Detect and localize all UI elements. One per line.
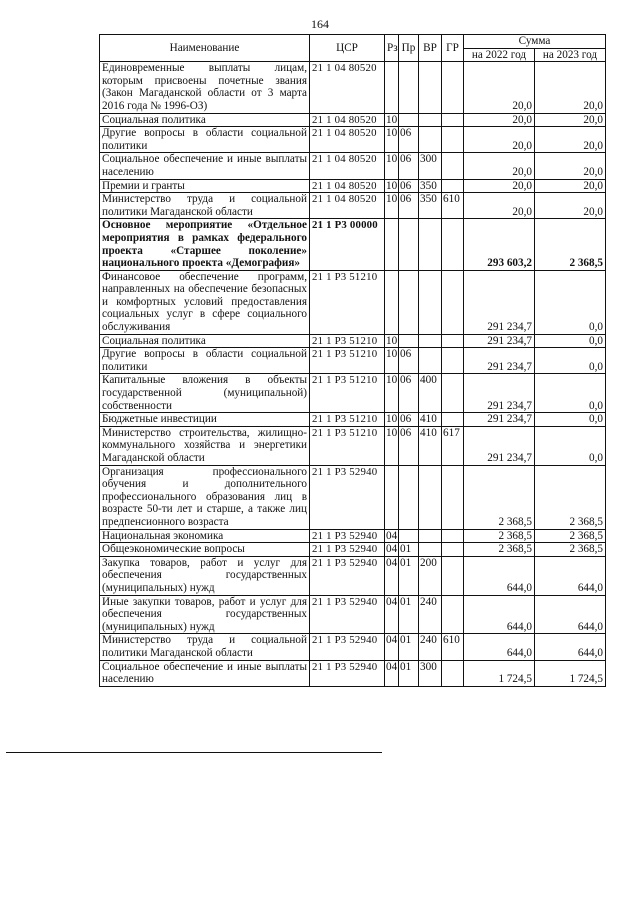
- csr-cell: 21 1 Р3 52940: [310, 556, 385, 595]
- pr-cell: 06: [399, 374, 419, 413]
- gr-cell: [442, 413, 464, 427]
- vr-cell: [419, 113, 442, 127]
- csr-cell: 21 1 Р3 00000: [310, 219, 385, 270]
- table-row: [100, 595, 606, 634]
- sum-2022-cell: 291 234,7: [464, 334, 535, 348]
- table-row: [100, 374, 606, 413]
- vr-cell: [419, 465, 442, 529]
- gr-cell: 610: [442, 634, 464, 660]
- pr-cell: 06: [399, 348, 419, 374]
- gr-cell: [442, 465, 464, 529]
- name-cell: Министерство строительства, жилищно-коммунального хозяйства и энергетики Магаданской области: [100, 426, 310, 465]
- gr-cell: 610: [442, 193, 464, 219]
- sum-2023-cell: 0,0: [535, 374, 606, 413]
- rz-cell: [385, 465, 399, 529]
- gr-cell: [442, 179, 464, 193]
- header-csr: ЦСР: [310, 35, 385, 62]
- vr-cell: 200: [419, 556, 442, 595]
- gr-cell: [442, 595, 464, 634]
- gr-cell: [442, 153, 464, 179]
- name-cell: Иные закупки товаров, работ и услуг для обеспечения государственных (муниципальных) нужд: [100, 595, 310, 634]
- pr-cell: 01: [399, 556, 419, 595]
- rz-cell: 10: [385, 374, 399, 413]
- sum-2022-cell: 20,0: [464, 193, 535, 219]
- sum-2022-cell: 291 234,7: [464, 270, 535, 334]
- header-vr: ВР: [419, 35, 442, 62]
- gr-cell: [442, 334, 464, 348]
- sum-2022-cell: 291 234,7: [464, 348, 535, 374]
- csr-cell: 21 1 04 80520: [310, 62, 385, 113]
- sum-2022-cell: 2 368,5: [464, 465, 535, 529]
- sum-2023-cell: 0,0: [535, 413, 606, 427]
- vr-cell: [419, 543, 442, 557]
- header-year-2022: на 2022 год: [464, 48, 535, 62]
- name-cell: Организация профессионального обучения и дополнительного профессионального образования лиц в возрасте 50-ти лет и старше, а также лиц предпенсионного возраста: [100, 465, 310, 529]
- name-cell: Премии и гранты: [100, 179, 310, 193]
- csr-cell: 21 1 Р3 52940: [310, 595, 385, 634]
- rz-cell: 04: [386, 543, 398, 556]
- pr-cell: [399, 270, 419, 334]
- csr-cell: 21 1 Р3 51210: [310, 413, 385, 427]
- gr-cell: [442, 543, 464, 557]
- csr-cell: 21 1 Р3 52940: [310, 543, 385, 557]
- pr-cell: 06: [399, 426, 419, 465]
- rz-cell: 10: [386, 413, 398, 426]
- table-row: [100, 219, 606, 270]
- gr-cell: [442, 219, 464, 270]
- csr-cell: 21 1 Р3 51210: [310, 374, 385, 413]
- table-row: [100, 634, 606, 660]
- vr-cell: 300: [419, 660, 442, 686]
- gr-cell: [442, 529, 464, 543]
- vr-cell: 350: [419, 179, 442, 193]
- sum-2022-cell: 644,0: [464, 556, 535, 595]
- gr-cell: [442, 62, 464, 113]
- csr-cell: 21 1 Р3 51210: [310, 334, 385, 348]
- gr-cell: [442, 113, 464, 127]
- name-cell: Закупка товаров, работ и услуг для обеспечения государственных (муниципальных) нужд: [100, 556, 310, 595]
- rz-cell: 10: [386, 334, 398, 347]
- sum-2022-cell: 20,0: [464, 153, 535, 179]
- gr-cell: [442, 374, 464, 413]
- pr-cell: 01: [399, 634, 419, 660]
- header-pr: Пр: [399, 35, 419, 62]
- vr-cell: 300: [419, 153, 442, 179]
- sum-2023-cell: 2 368,5: [535, 529, 606, 543]
- rz-cell: 04: [385, 595, 399, 634]
- csr-cell: 21 1 Р3 52940: [310, 634, 385, 660]
- rz-cell: 10: [385, 127, 399, 153]
- csr-cell: 21 1 04 80520: [310, 113, 385, 127]
- budget-table: [99, 34, 606, 687]
- vr-cell: [419, 127, 442, 153]
- table-row: [100, 413, 606, 427]
- gr-cell: 617: [442, 426, 464, 465]
- table-row: [100, 62, 606, 113]
- sum-2023-cell: 0,0: [535, 426, 606, 465]
- pr-cell: 06: [399, 153, 419, 179]
- table-row: [100, 465, 606, 529]
- sum-2023-cell: 2 368,5: [535, 465, 606, 529]
- budget-table-container: [99, 34, 605, 687]
- header-gr: ГР: [442, 35, 464, 62]
- pr-cell: 01: [399, 660, 419, 686]
- pr-cell: [399, 465, 419, 529]
- gr-cell: [442, 127, 464, 153]
- sum-2023-cell: 20,0: [535, 193, 606, 219]
- vr-cell: 350: [419, 193, 442, 219]
- sum-2022-cell: 2 368,5: [464, 543, 535, 557]
- sum-2023-cell: 1 724,5: [535, 660, 606, 686]
- name-cell: Общеэкономические вопросы: [100, 543, 310, 557]
- gr-cell: [442, 660, 464, 686]
- csr-cell: 21 1 04 80520: [310, 193, 385, 219]
- csr-cell: 21 1 04 80520: [310, 153, 385, 179]
- csr-cell: 21 1 Р3 52940: [310, 465, 385, 529]
- table-row: [100, 270, 606, 334]
- sum-2023-cell: 644,0: [535, 595, 606, 634]
- pr-cell: 06: [399, 179, 419, 193]
- name-cell: Социальная политика: [100, 334, 310, 348]
- sum-2023-cell: 20,0: [535, 127, 606, 153]
- sum-2022-cell: 293 603,2: [464, 219, 535, 270]
- gr-cell: [442, 348, 464, 374]
- vr-cell: 240: [419, 595, 442, 634]
- csr-cell: 21 1 Р3 52940: [310, 529, 385, 543]
- csr-cell: 21 1 04 80520: [310, 179, 385, 193]
- header-name: Наименование: [100, 35, 310, 62]
- pr-cell: [399, 219, 419, 270]
- header-sum: Сумма: [464, 35, 606, 49]
- rz-cell: 04: [385, 556, 399, 595]
- name-cell: Другие вопросы в области социальной политики: [100, 348, 310, 374]
- vr-cell: 400: [419, 374, 442, 413]
- sum-2022-cell: 2 368,5: [464, 529, 535, 543]
- table-row: [100, 179, 606, 193]
- vr-cell: 240: [419, 634, 442, 660]
- rz-cell: [385, 219, 399, 270]
- vr-cell: [419, 348, 442, 374]
- header-rz: Рз: [385, 35, 399, 62]
- name-cell: Социальное обеспечение и иные выплаты населению: [100, 660, 310, 686]
- sum-2023-cell: 644,0: [535, 634, 606, 660]
- pr-cell: [399, 62, 419, 113]
- vr-cell: [419, 270, 442, 334]
- pr-cell: 01: [399, 595, 419, 634]
- sum-2023-cell: 2 368,5: [535, 219, 606, 270]
- sum-2023-cell: 2 368,5: [535, 543, 606, 557]
- sum-2023-cell: 20,0: [535, 153, 606, 179]
- sum-2022-cell: 20,0: [464, 179, 535, 193]
- name-cell: Бюджетные инвестиции: [100, 413, 310, 427]
- rz-cell: 10: [385, 348, 399, 374]
- pr-cell: [399, 334, 419, 348]
- rz-cell: 10: [385, 153, 399, 179]
- sum-2022-cell: 20,0: [464, 113, 535, 127]
- footnote-separator: [6, 752, 382, 753]
- vr-cell: 410: [419, 426, 442, 465]
- name-cell: Министерство труда и социальной политики Магаданской области: [100, 193, 310, 219]
- pr-cell: [399, 113, 419, 127]
- vr-cell: [419, 529, 442, 543]
- name-cell: Финансовое обеспечение программ, направленных на обеспечение безопасных и комфортных условий предоставления социальных услуг в сфере социального обслуживания: [100, 270, 310, 334]
- rz-cell: 10: [385, 193, 399, 219]
- sum-2023-cell: 20,0: [535, 113, 606, 127]
- header-year-2023: на 2023 год: [535, 48, 606, 62]
- table-row: [100, 529, 606, 543]
- table-row: [100, 543, 606, 557]
- pr-cell: [399, 529, 419, 543]
- sum-2022-cell: 20,0: [464, 127, 535, 153]
- pr-cell: 06: [399, 413, 419, 427]
- csr-cell: 21 1 Р3 52940: [310, 660, 385, 686]
- pr-cell: 01: [399, 543, 419, 557]
- sum-2022-cell: 20,0: [464, 62, 535, 113]
- sum-2022-cell: 291 234,7: [464, 413, 535, 427]
- sum-2022-cell: 1 724,5: [464, 660, 535, 686]
- pr-cell: 06: [399, 127, 419, 153]
- vr-cell: [419, 219, 442, 270]
- table-row: [100, 660, 606, 686]
- sum-2022-cell: 291 234,7: [464, 426, 535, 465]
- sum-2023-cell: 0,0: [535, 270, 606, 334]
- table-row: [100, 113, 606, 127]
- table-row: [100, 127, 606, 153]
- name-cell: Единовременные выплаты лицам, которым присвоены почетные звания (Закон Магаданской области от 3 марта 2016 года № 1996-ОЗ): [100, 62, 310, 113]
- name-cell: Министерство труда и социальной политики Магаданской области: [100, 634, 310, 660]
- table-row: [100, 556, 606, 595]
- sum-2023-cell: 20,0: [535, 62, 606, 113]
- name-cell: Основное мероприятие «Отдельное мероприятия в рамках федерального проекта «Старшее поколение» национального проекта «Демография»: [100, 219, 310, 270]
- gr-cell: [442, 556, 464, 595]
- rz-cell: 10: [385, 426, 399, 465]
- gr-cell: [442, 270, 464, 334]
- rz-cell: 04: [385, 660, 399, 686]
- vr-cell: [419, 62, 442, 113]
- name-cell: Социальная политика: [100, 113, 310, 127]
- pr-cell: 06: [399, 193, 419, 219]
- csr-cell: 21 1 Р3 51210: [310, 426, 385, 465]
- header-row: [100, 35, 606, 49]
- sum-2022-cell: 644,0: [464, 595, 535, 634]
- name-cell: Другие вопросы в области социальной политики: [100, 127, 310, 153]
- csr-cell: 21 1 Р3 51210: [310, 270, 385, 334]
- table-row: [100, 193, 606, 219]
- sum-2022-cell: 644,0: [464, 634, 535, 660]
- sum-2022-cell: 291 234,7: [464, 374, 535, 413]
- sum-2023-cell: 644,0: [535, 556, 606, 595]
- rz-cell: 04: [385, 634, 399, 660]
- vr-cell: [419, 334, 442, 348]
- rz-cell: [385, 270, 399, 334]
- rz-cell: [385, 62, 399, 113]
- table-row: [100, 153, 606, 179]
- vr-cell: 410: [419, 413, 442, 427]
- csr-cell: 21 1 04 80520: [310, 127, 385, 153]
- name-cell: Социальное обеспечение и иные выплаты населению: [100, 153, 310, 179]
- page-number: 164: [311, 17, 329, 31]
- table-row: [100, 348, 606, 374]
- name-cell: Национальная экономика: [100, 529, 310, 543]
- table-body: [100, 62, 606, 687]
- sum-2023-cell: 20,0: [535, 179, 606, 193]
- csr-cell: 21 1 Р3 51210: [310, 348, 385, 374]
- name-cell: Капитальные вложения в объекты государственной (муниципальной) собственности: [100, 374, 310, 413]
- rz-cell: 04: [386, 529, 398, 542]
- rz-cell: 10: [386, 179, 398, 192]
- table-row: [100, 334, 606, 348]
- sum-2023-cell: 0,0: [535, 334, 606, 348]
- sum-2023-cell: 0,0: [535, 348, 606, 374]
- table-row: [100, 426, 606, 465]
- rz-cell: 10: [386, 113, 398, 126]
